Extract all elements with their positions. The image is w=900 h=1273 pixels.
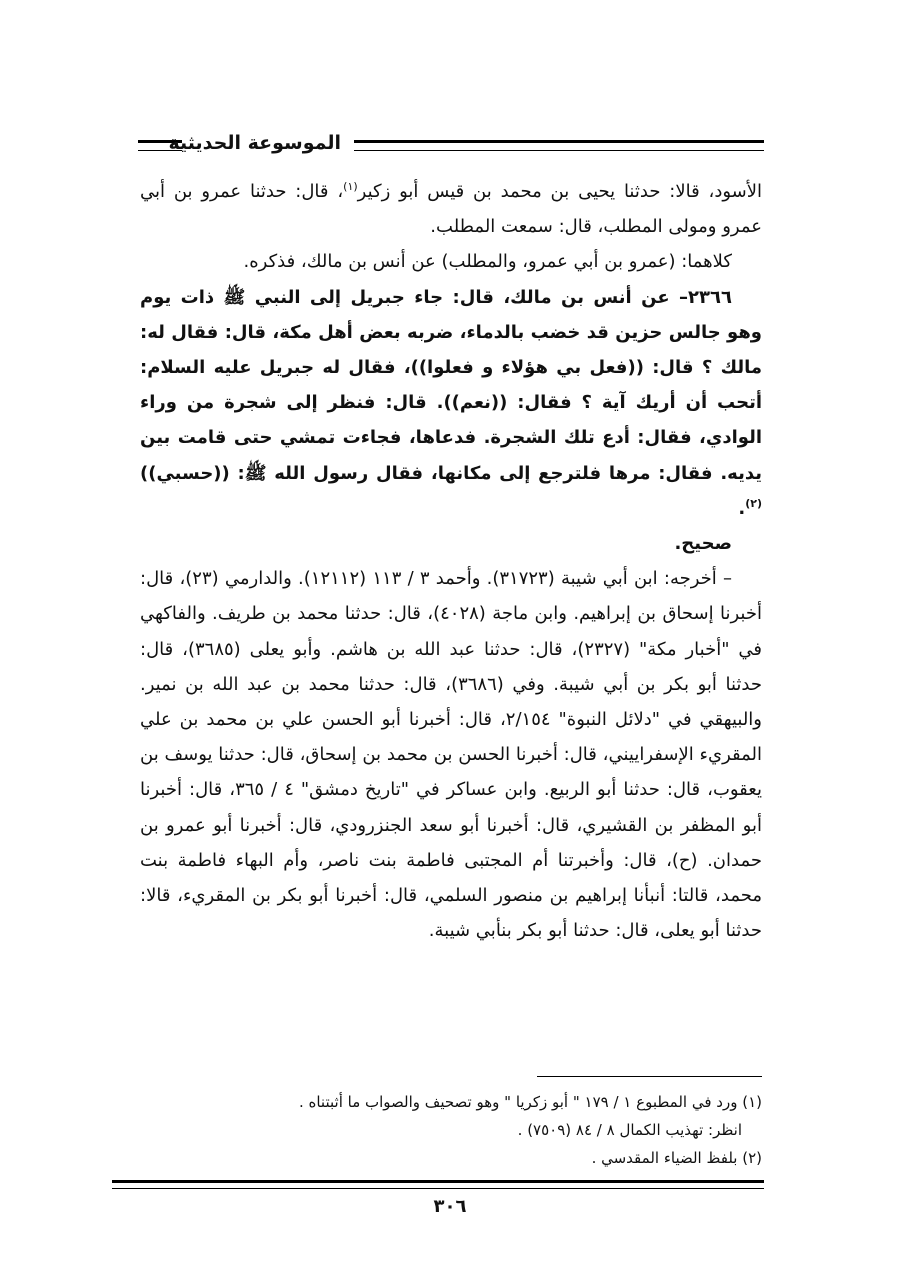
isnad-text: الأسود، قالا: حدثنا يحيى بن محمد بن قيس أبو زكير <box>357 181 762 202</box>
footnote-separator <box>537 1076 762 1077</box>
header-rule-right <box>354 140 764 151</box>
hadith-grading: صحيح. <box>674 533 732 555</box>
footnote-1-cont: انظر: تهذيب الكمال ٨ / ٨٤ (٧٥٠٩) . <box>517 1121 742 1139</box>
footnote-2: (٢) بلفظ الضياء المقدسي . <box>591 1149 762 1167</box>
hadith-text: عن أنس بن مالك، قال: جاء جبريل إلى النبي ﷺ ذات يوم وهو جالس حزين قد خضب بالدماء، ضربه بعض أهل مكة، قال: فقال له: مالك ؟ قال: ((فعل بي هؤلاء و فعلوا))، فقال له جبريل عليه السلام: أتحب أن أريك آية ؟ فقال: ((نعم)). قال: فنظر إلى شجرة من وراء الوادي، فقال: أدع تلك الشجرة. فدعاها، فجاءت تمشي حتى قامت بين يديه. فقال: مرها فلترجع إلى مكانها، فقال رسول الله ﷺ: ((حسبي)) <box>140 286 762 484</box>
bottom-rule <box>112 1180 764 1189</box>
footnote-1: (١) ورد في المطبوع ١ / ١٧٩ " أبو زكريا " وهو تصحيف والصواب ما أثبتناه . <box>298 1093 762 1111</box>
kilahuma-paragraph: كلاهما: (عمرو بن أبي عمرو، والمطلب) عن أنس بن مالك، فذكره. <box>243 251 732 273</box>
hadith-number: ٢٣٦٦– <box>679 286 732 308</box>
footnotes <box>140 1088 762 1172</box>
page-number: ٣٠٦ <box>433 1196 467 1217</box>
main-text <box>140 174 762 948</box>
takhrij-paragraph: – أخرجه: ابن أبي شيبة (٣١٧٢٣). وأحمد ٣ / ١١٣ (١٢١١٢). والدارمي (٢٣)، قال: أخبرنا إسحاق بن إبراهيم. وابن ماجة (٤٠٢٨)، قال: حدثنا محمد بن طريف. والفاكهي في "أخبار مكة" (٢٣٢٧)، قال: حدثنا عبد الله بن هاشم. وأبو يعلى (٣٦٨٥)، قال: حدثنا أبو بكر بن أبي شيبة. وفي (٣٦٨٦)، قال: حدثنا محمد بن عبد الله بن نمير. والبيهقي في "دلائل النبوة" ٢/١٥٤، قال: أخبرنا أبو الحسن علي بن محمد بن علي المقريء الإسفراييني، قال: أخبرنا الحسن بن محمد بن إسحاق، قال: حدثنا يوسف بن يعقوب، قال: حدثنا أبو الربيع. وابن عساكر في "تاريخ دمشق" ٤ / ٣٦٥، قال: أخبرنا أبو المظفر بن القشيري، قال: أخبرنا أبو سعد الجنزرودي، قال: أخبرنا أبو عمرو بن حمدان. (ح)، قال: وأخبرتنا أم المجتبى فاطمة بنت ناصر، وأم البهاء فاطمة بنت محمد، قالتا: أنبأنا إبراهيم بن منصور السلمي، قال: أخبرنا أبو بكر بن المقريء، قالا: حدثنا أبو يعلى، قال: حدثنا أبو بكر بنأبي شيبة. <box>140 568 763 942</box>
footnote-ref-1[interactable]: (١) <box>343 180 358 193</box>
footnote-ref-2[interactable]: (٢) <box>745 496 762 510</box>
header-title: الموسوعة الحديثية <box>168 132 341 154</box>
isnad-paragraph <box>140 174 762 244</box>
hadith-paragraph: ٢٣٦٦– عن أنس بن مالك، قال: جاء جبريل إلى النبي ﷺ ذات يوم وهو جالس حزين قد خضب بالدماء، ضربه بعض أهل مكة، قال: فقال له: مالك ؟ قال: ((فعل بي هؤلاء و فعلوا))، فقال له جبريل عليه السلام: أتحب أن أريك آية ؟ فقال: ((نعم)). قال: فنظر إلى شجرة من وراء الوادي، فقال: أدع تلك الشجرة. فدعاها، فجاءت تمشي حتى قامت بين يديه. فقال: مرها فلترجع إلى مكانها، فقال رسول الله ﷺ: ((حسبي))$^{(٢)}$. <box>140 286 762 519</box>
running-header <box>138 128 764 158</box>
isnad-text-cont: ، قال: حدثنا عمرو بن أبي عمرو ومولى المطلب، قال: سمعت المطلب. <box>140 181 762 238</box>
